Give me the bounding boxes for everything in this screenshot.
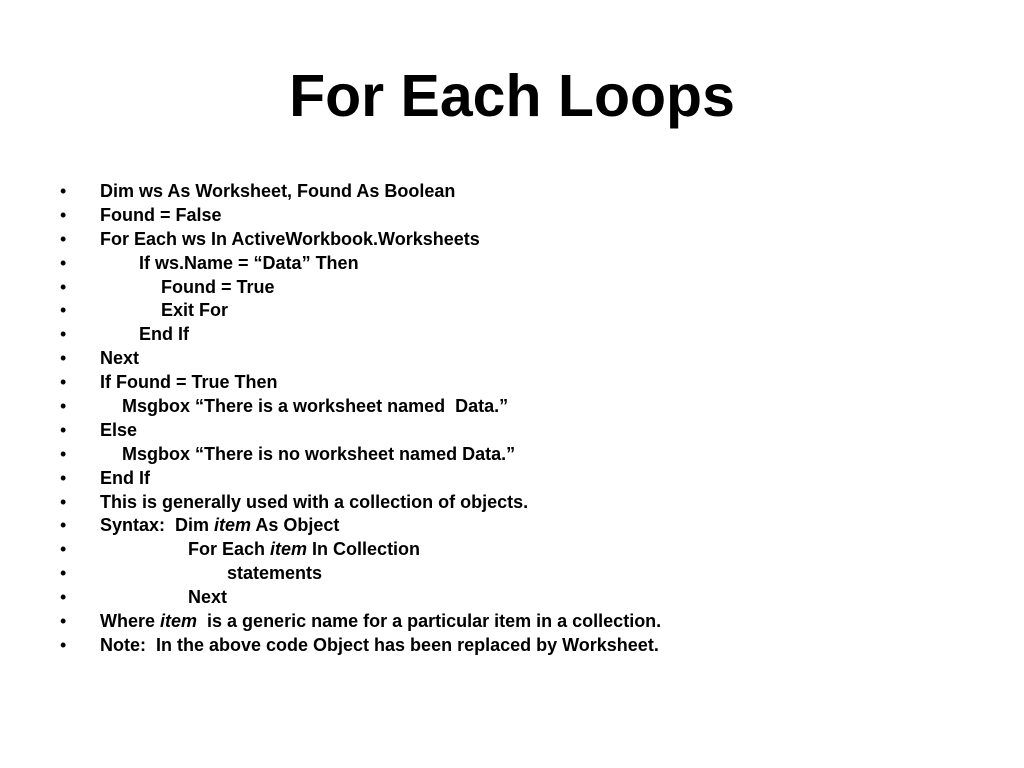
bullet-item (0, 491, 1024, 515)
syntax-for-each-line (188, 538, 420, 562)
bullet-item (0, 443, 1024, 467)
bullet-item (0, 586, 1024, 610)
code-line: Dim ws As Worksheet, Found As Boolean (100, 181, 456, 201)
syntax-line (100, 514, 339, 538)
bullet-icon: • (60, 467, 67, 488)
syntax-next-line: Next (188, 587, 228, 608)
bullet-icon: • (60, 611, 67, 632)
code-line: Msgbox “There is no worksheet named Data.” (122, 443, 516, 464)
code-line: Found = True (161, 276, 275, 297)
bullet-list (0, 180, 1024, 658)
bullet-icon: • (60, 491, 67, 512)
bullet-icon: • (60, 252, 67, 273)
where-line (100, 610, 661, 634)
bullet-icon: • (60, 419, 67, 440)
code-line: If Found = True Then (100, 372, 278, 393)
bullet-item (0, 538, 1024, 562)
code-line: If ws.Name = “Data” Then (139, 252, 359, 273)
code-line: Next (100, 348, 140, 369)
bullet-item (0, 323, 1024, 347)
bullet-icon: • (60, 300, 67, 321)
bullet-item (0, 467, 1024, 491)
bullet-icon: • (60, 587, 67, 608)
bullet-icon: • (60, 563, 67, 584)
item-keyword: item (270, 539, 308, 560)
code-line: End If (100, 467, 150, 488)
code-line: Else (100, 419, 138, 440)
bullet-icon: • (60, 181, 67, 201)
code-line: Msgbox “There is a worksheet named Data.” (122, 396, 509, 417)
bullet-icon: • (60, 443, 67, 464)
bullet-item (0, 347, 1024, 371)
bullet-item (0, 180, 1024, 204)
slide-title: For Each Loops (289, 63, 735, 129)
where-prefix: Where (100, 611, 161, 632)
note-line: Note: In the above code Object has been replaced by Worksheet. (100, 634, 659, 655)
bullet-icon: • (60, 634, 67, 655)
bullet-icon: • (60, 228, 67, 249)
code-line: For Each ws In ActiveWorkbook.Worksheets (100, 228, 480, 249)
code-line: Found = False (100, 204, 222, 225)
bullet-item (0, 371, 1024, 395)
bullet-item (0, 562, 1024, 586)
bullet-icon: • (60, 396, 67, 417)
bullet-icon: • (60, 348, 67, 369)
syntax-suffix: As Object (251, 515, 340, 536)
bullet-icon: • (60, 372, 67, 393)
bullet-item (0, 419, 1024, 443)
syntax-statements-line: statements (227, 563, 323, 584)
bullet-item (0, 514, 1024, 538)
bullet-item (0, 610, 1024, 634)
bullet-item (0, 228, 1024, 252)
code-line: End If (139, 324, 189, 345)
bullet-item (0, 299, 1024, 323)
bullet-item (0, 252, 1024, 276)
bullet-item (0, 634, 1024, 658)
note-line: This is generally used with a collection of objects. (100, 491, 529, 512)
syntax-prefix: Syntax: Dim (100, 515, 215, 536)
bullet-item (0, 395, 1024, 419)
for-each-suffix: In Collection (307, 539, 421, 560)
bullet-item (0, 276, 1024, 300)
bullet-icon: • (60, 204, 67, 225)
bullet-icon: • (60, 324, 67, 345)
item-keyword: item (160, 611, 198, 632)
bullet-icon: • (60, 276, 67, 297)
code-line: Exit For (161, 300, 229, 321)
for-each-prefix: For Each (188, 539, 271, 560)
bullet-icon: • (60, 539, 67, 560)
bullet-icon: • (60, 515, 67, 536)
bullet-item (0, 204, 1024, 228)
where-suffix: is a generic name for a particular item in a collection. (197, 611, 662, 632)
item-keyword: item (214, 515, 252, 536)
